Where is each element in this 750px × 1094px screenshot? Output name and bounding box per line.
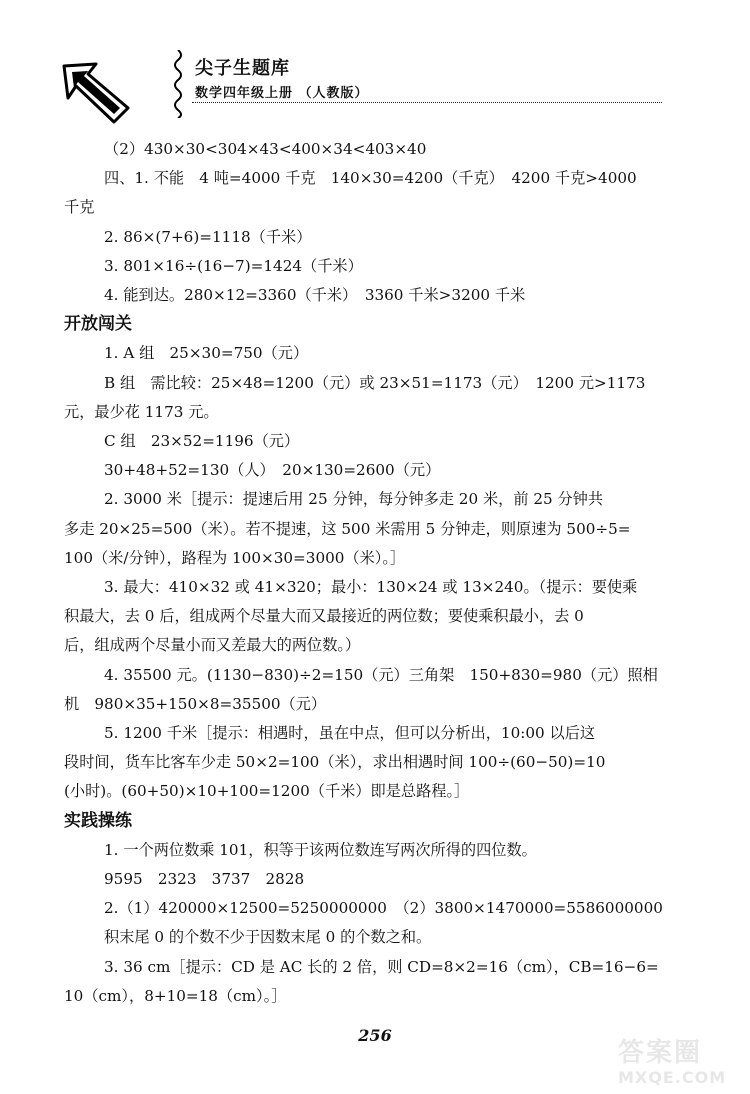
answer-line: 千克 [64, 198, 95, 217]
watermark-logo [618, 1038, 744, 1090]
arrow-icon [62, 62, 132, 124]
answer-line: 后，组成两个尽量小而又差最大的两位数。） [64, 636, 361, 655]
book-title: 尖子生题库 [195, 58, 290, 79]
header-divider [192, 102, 662, 103]
watermark-url: MXQE.COM [618, 1068, 727, 1087]
answer-line: 1. A 组 25×30=750（元） [104, 344, 309, 363]
answer-line: B 组 需比较：25×48=1200（元）或 23×51=1173（元） 1200 元>1173 [104, 373, 646, 392]
answer-line: 2.（1）420000×12500=5250000000 （2）3800×1470000=5586000000 [104, 899, 663, 918]
answer-line: 积末尾 0 的个数不少于因数末尾 0 的个数之和。 [104, 928, 432, 947]
answer-line: 30+48+52=130（人） 20×130=2600（元） [104, 461, 441, 480]
answer-line: 机 980×35+150×8=35500（元） [64, 694, 327, 713]
page-number: 256 [358, 1026, 392, 1045]
answer-content [64, 135, 694, 1011]
answer-line: 元，最少花 1173 元。 [64, 402, 219, 421]
answer-line: 4. 35500 元。(1130−830)÷2=150（元）三角架 150+830=980（元）照相 [104, 665, 658, 684]
answer-line: 段时间，货车比客车少走 50×2=100（米），求出相遇时间 100÷(60−50)=10 [64, 753, 606, 772]
answer-line: 10（cm），8+10=18（cm）。］ [64, 986, 287, 1005]
watermark-text: 答案圈 [618, 1038, 703, 1068]
answer-line: 2. 3000 米［提示：提速后用 25 分钟，每分钟多走 20 米，前 25 分钟共 [104, 490, 604, 509]
page-header [60, 50, 660, 120]
section-heading: 实践操练 [64, 810, 132, 831]
answer-line: 3. 最大：410×32 或 41×320；最小：130×24 或 13×240。（提示：要使乘 [104, 578, 638, 597]
answer-line: 四、1. 不能 4 吨=4000 千克 140×30=4200（千克） 4200 千克>4000 [104, 169, 637, 188]
book-subtitle: 数学四年级上册 （人教版） [195, 86, 369, 101]
section-heading: 开放闯关 [64, 314, 132, 335]
answer-line: （2）430×30<304×43<400×34<403×40 [104, 140, 427, 158]
answer-line: 100（米/分钟），路程为 100×30=3000（米）。］ [64, 548, 406, 567]
answer-line: 2. 86×(7+6)=1118（千米） [104, 227, 312, 246]
answer-line: 9595 2323 3737 2828 [104, 870, 305, 889]
answer-line: 5. 1200 千米［提示：相遇时，虽在中点，但可以分析出，10:00 以后这 [104, 724, 596, 743]
answer-line: C 组 23×52=1196（元） [104, 432, 300, 451]
answer-line: 4. 能到达。280×12=3360（千米） 3360 千米>3200 千米 [104, 286, 526, 305]
wavy-divider [172, 50, 184, 118]
answer-line: 积最大，去 0 后，组成两个尽量大而又最接近的两位数；要使乘积最小，去 0 [64, 607, 584, 626]
answer-line: 3. 801×16÷(16−7)=1424（千米） [104, 256, 363, 275]
answer-line: (小时)。(60+50)×10+100=1200（千米）即是总路程。］ [64, 782, 470, 801]
answer-line: 3. 36 cm［提示：CD 是 AC 长的 2 倍，则 CD=8×2=16（cm），CB=16−6= [104, 957, 659, 976]
answer-line: 1. 一个两位数乘 101，积等于该两位数连写两次所得的四位数。 [104, 840, 537, 859]
answer-line: 多走 20×25=500（米）。若不提速，这 500 米需用 5 分钟走，则原速为 500÷5= [64, 519, 631, 538]
